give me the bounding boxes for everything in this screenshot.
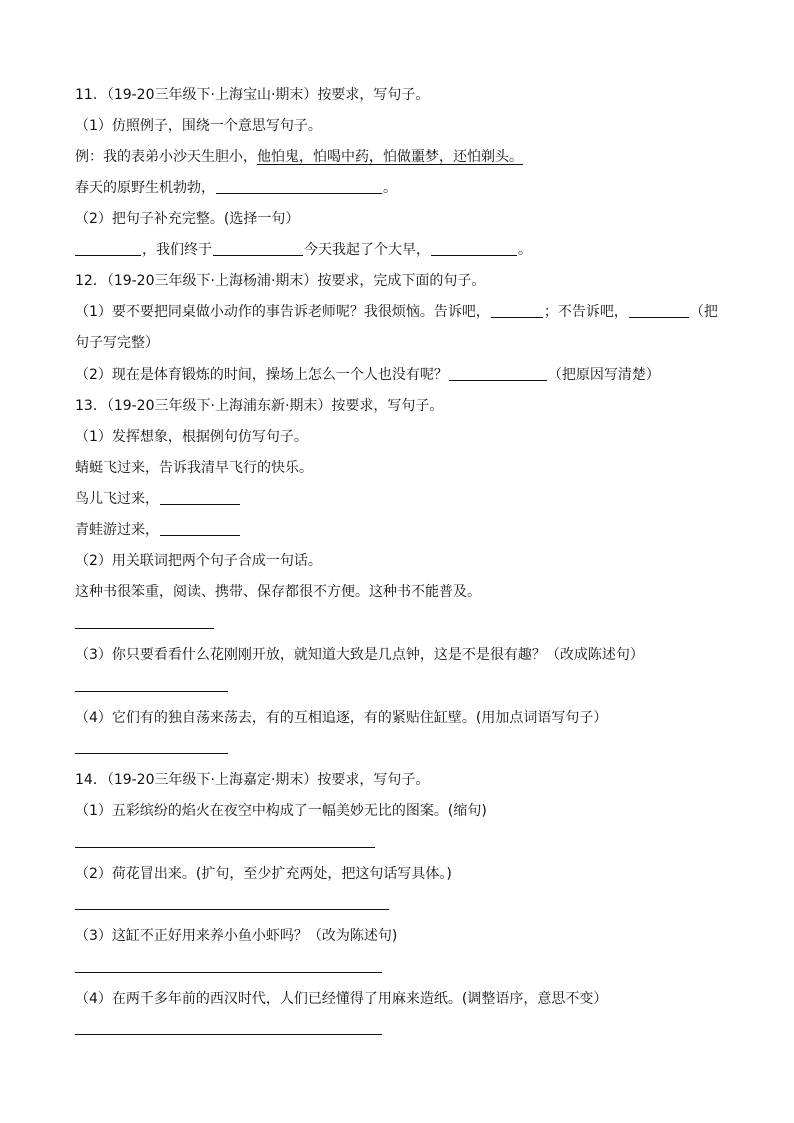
q12-part2-text-b: （把原因写清楚） — [547, 367, 660, 383]
q13-bird-text: 鸟儿飞过来， — [75, 491, 159, 507]
q12-part2-blank[interactable] — [449, 366, 547, 381]
q11-example — [75, 148, 523, 166]
q14-part3-instruction: （3）这缸不正好用来养小鱼小虾吗？（改为陈述句) — [75, 928, 398, 944]
q12-part1-continued: 句子写完整） — [75, 335, 159, 351]
q13-example-sentence: 蜻蜓飞过来，告诉我清早飞行的快乐。 — [75, 460, 313, 476]
q12-title: 12．（19-20三年级下·上海杨浦·期末）按要求，完成下面的句子。 — [75, 273, 486, 289]
q11-fill-blank-2[interactable] — [213, 241, 303, 256]
q14-part1-answer-line[interactable] — [75, 847, 375, 848]
q11-title: 11．（19-20三年级下·上海宝山·期末）按要求，写句子。 — [75, 87, 430, 103]
q12-part1-blank-2[interactable] — [629, 303, 689, 318]
q11-example-prefix: 例：我的表弟小沙天生胆小， — [75, 149, 257, 165]
q14-part1-instruction: （1）五彩缤纷的焰火在夜空中构成了一幅美妙无比的图案。(缩句) — [75, 803, 487, 819]
q13-part2-instruction: （2）用关联词把两个句子合成一句话。 — [75, 553, 322, 569]
q13-part1-instruction: （1）发挥想象，根据例句仿写句子。 — [75, 429, 308, 445]
q12-part1-blank-1[interactable] — [491, 303, 543, 318]
q13-part2-answer-line[interactable] — [75, 628, 214, 629]
q13-part3-answer-line[interactable] — [75, 691, 228, 692]
q13-bird-blank[interactable] — [160, 490, 240, 505]
q11-part1-instruction: （1）仿照例子，围绕一个意思写句子。 — [75, 118, 322, 134]
q14-title: 14．（19-20三年级下·上海嘉定·期末）按要求，写句子。 — [75, 772, 430, 788]
q11-spring-prefix: 春天的原野生机勃勃， — [75, 180, 215, 196]
q13-part3-instruction: （3）你只要看看什么花刚刚开放，就知道大致是几点钟，这是不是很有趣？（改成陈述句） — [75, 647, 644, 663]
q14-part2-answer-line[interactable] — [75, 909, 389, 910]
q12-part1-text-c: （把 — [689, 304, 718, 320]
q13-part2-text: 这种书很笨重，阅读、携带、保存都很不方便。这种书不能普及。 — [75, 584, 481, 600]
q12-part2 — [75, 366, 660, 384]
q11-fill-text-c: 。 — [518, 242, 532, 258]
q11-spring-blank[interactable] — [216, 179, 382, 194]
q11-spring-sentence — [75, 179, 397, 197]
q13-part4-answer-line[interactable] — [75, 753, 228, 754]
q12-part1-text-a: （1）要不要把同桌做小动作的事告诉老师呢？我很烦恼。告诉吧， — [75, 304, 490, 320]
q14-part4-answer-line[interactable] — [75, 1034, 382, 1035]
q12-part2-text-a: （2）现在是体育锻炼的时间，操场上怎么一个人也没有呢？ — [75, 367, 448, 383]
q13-part4-instruction: （4）它们有的独自荡来荡去，有的互相追逐，有的紧贴住缸壁。(用加点词语写句子） — [75, 710, 608, 726]
q11-fill-blank-3[interactable] — [431, 241, 517, 256]
q11-spring-suffix: 。 — [383, 180, 397, 196]
q13-frog-blank[interactable] — [160, 521, 240, 536]
q11-fill-text-b: 今天我起了个大早， — [304, 242, 430, 258]
q11-part2-instruction: （2）把句子补充完整。(选择一句） — [75, 211, 300, 227]
q12-part1 — [75, 303, 718, 321]
q12-part1-text-b: ；不告诉吧， — [543, 304, 628, 320]
q14-part2-instruction: （2）荷花冒出来。(扩句，至少扩充两处，把这句话写具体。) — [75, 866, 452, 882]
q13-frog-text: 青蛙游过来， — [75, 522, 159, 538]
q11-fill-text-a: ，我们终于 — [142, 242, 212, 258]
q13-bird-sentence — [75, 490, 241, 508]
q14-part4-instruction: （4）在两千多年前的西汉时代，人们已经懂得了用麻来造纸。(调整语序，意思不变） — [75, 991, 608, 1007]
q13-title: 13．（19-20三年级下·上海浦东新·期末）按要求，写句子。 — [75, 398, 444, 414]
q13-frog-sentence — [75, 521, 241, 539]
q11-example-underlined: 他怕鬼，怕喝中药，怕做噩梦，还怕剃头。 — [257, 149, 523, 165]
q11-fill-blank-1[interactable] — [75, 241, 141, 256]
q11-fill-sentence — [75, 241, 532, 259]
q14-part3-answer-line[interactable] — [75, 972, 382, 973]
